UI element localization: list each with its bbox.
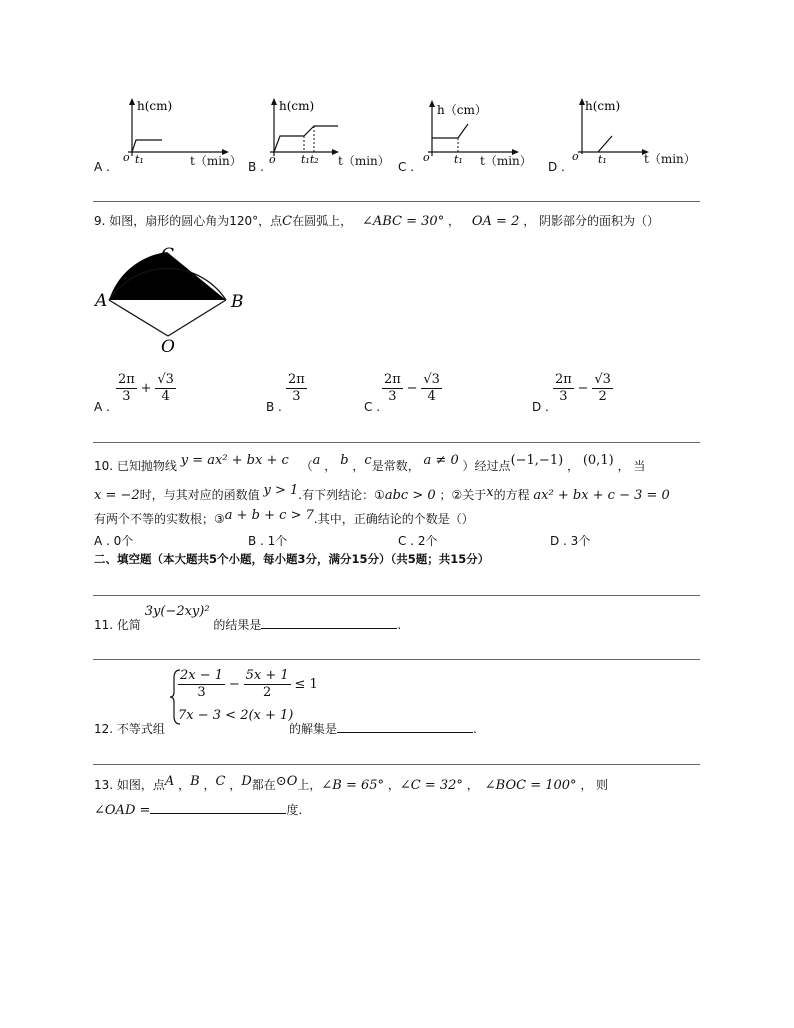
q11-suffix: 的结果是 xyxy=(213,618,262,632)
q9-option-a-letter: A . xyxy=(94,400,110,414)
section-2-heading: 二、填空题（本大题共5个小题，每小题3分，满分15分）（共5题；共15分） xyxy=(94,552,490,566)
q13-point-a: A xyxy=(164,774,175,789)
q13-c: 上， xyxy=(297,778,322,792)
graph-a-curve xyxy=(132,140,162,152)
graph-b-tick: t₁t₂ xyxy=(301,153,319,166)
q13-angle-b: ∠B = 65° xyxy=(321,778,385,793)
q9-b-den1: 3 xyxy=(292,389,301,404)
q9-text-2: 在圆弧上， xyxy=(292,214,353,228)
graph-b-origin: o xyxy=(269,153,276,166)
q10-point-1: (−1,−1) xyxy=(510,453,564,468)
q12-den1: 3 xyxy=(197,685,206,700)
q10-option-c: C . 2个 xyxy=(398,534,438,548)
q9-b-frac1 xyxy=(286,372,307,405)
question-11 xyxy=(94,602,402,632)
sector-label-a: A xyxy=(95,291,108,311)
graph-option-a-letter: A . xyxy=(94,160,110,174)
q10-line-3 xyxy=(94,510,474,527)
q9-c-den2: 4 xyxy=(427,389,436,404)
q13-line-1 xyxy=(94,776,608,793)
graph-d-tick: t₁ xyxy=(598,153,607,166)
q9-c-frac1 xyxy=(382,372,403,405)
q10-l3c: .其中，正确结论的个数是（） xyxy=(313,512,474,526)
graph-option-d-letter: D . xyxy=(548,160,565,174)
q9-option-a xyxy=(116,372,176,405)
q9-d-op: − xyxy=(577,381,589,396)
sector-label-c: C xyxy=(161,245,175,265)
q9-a-num1: 2π xyxy=(118,372,135,387)
q10-equation: ax² + bx + c − 3 = 0 xyxy=(533,488,670,503)
q13-s1: ， xyxy=(178,778,191,792)
divider xyxy=(93,659,700,660)
q12-answer xyxy=(289,720,477,737)
q13-angle-boc: ∠BOC = 100° xyxy=(484,778,577,793)
q10-l3a: 有两个不等的实数根；③ xyxy=(94,512,225,526)
q9-d-den2: 2 xyxy=(598,389,607,404)
q9-option-c xyxy=(382,372,442,405)
q10-y-gt-1: y > 1 xyxy=(263,483,299,498)
q9-c-num1: 2π xyxy=(384,372,401,387)
q9-a-den2: 4 xyxy=(161,389,170,404)
q9-c-den1: 3 xyxy=(388,389,397,404)
q9-d-frac2 xyxy=(592,372,613,405)
graph-c-ylabel: h（cm） xyxy=(437,103,487,117)
q10-l1c: （ xyxy=(300,459,313,473)
q9-a-op: + xyxy=(140,381,152,396)
q13-point-c: C xyxy=(215,774,226,789)
q12-end: . xyxy=(473,722,477,736)
q10-option-b: B . 1个 xyxy=(248,534,288,548)
q10-x-eq: x = −2 xyxy=(94,488,140,503)
q11-end: . xyxy=(397,618,402,632)
q9-option-b-letter: B . xyxy=(266,400,282,414)
q9-a-frac1 xyxy=(116,372,137,405)
q9-c-op: − xyxy=(406,381,418,396)
graph-a-ylabel: h(cm) xyxy=(137,99,173,113)
divider xyxy=(93,595,700,596)
graph-c-tick: t₁ xyxy=(454,153,463,166)
graph-d-ylabel: h(cm) xyxy=(585,99,621,113)
q10-l1k: ）经过点 xyxy=(462,459,511,473)
q10-abc-sum: a + b + c > 7 xyxy=(224,508,314,523)
q9-text-1: 9. 如图，扇形的圆心角为120°，点 xyxy=(94,214,283,228)
q9-d-num1: 2π xyxy=(555,372,572,387)
q9-angle: ∠ABC = 30° xyxy=(361,214,445,229)
q9-a-num2: √3 xyxy=(157,372,174,387)
q9-a-frac2 xyxy=(155,372,176,405)
q9-text-3: ， 阴影部分的面积为（） xyxy=(523,214,660,228)
q13-angle-c: ∠C = 32° xyxy=(399,778,463,793)
graph-b-curve xyxy=(274,126,338,152)
graph-b-y-arrow xyxy=(271,98,277,105)
q12-num1: 2x − 1 xyxy=(180,668,224,683)
q9-b-num1: 2π xyxy=(288,372,305,387)
q13-s5: ， xyxy=(466,778,479,792)
q13-answer-blank[interactable] xyxy=(150,813,286,814)
graph-c-xlabel: t（min） xyxy=(480,154,532,168)
q10-option-d: D . 3个 xyxy=(550,534,591,548)
q13-s4: ， xyxy=(387,778,400,792)
q12-num2: 5x + 1 xyxy=(245,668,289,683)
q12-answer-blank[interactable] xyxy=(337,732,473,733)
q9-option-d xyxy=(553,372,613,405)
q10-line-2 xyxy=(94,483,670,503)
q12-tail: ≤ 1 xyxy=(294,677,318,692)
q13-angle-oad: ∠OAD = xyxy=(94,803,151,818)
q10-abc: abc > 0 xyxy=(384,488,436,503)
graph-option-b-letter: B . xyxy=(248,160,264,174)
q9-option-b xyxy=(286,372,307,405)
q9-option-c-letter: C . xyxy=(364,400,381,414)
question-9-stem xyxy=(94,212,659,229)
q10-a-neq-0: a ≠ 0 xyxy=(423,453,459,468)
q11-prefix: 11. 化简 xyxy=(94,618,141,632)
q10-x: x xyxy=(486,485,494,500)
q9-d-num2: √3 xyxy=(594,372,611,387)
q10-l1i: 是常数， xyxy=(371,459,420,473)
graph-option-c-letter: C . xyxy=(398,160,415,174)
q12-frac1 xyxy=(178,668,225,701)
q12-system-row-2: 7x − 3 < 2(x + 1) xyxy=(178,708,294,723)
q10-l1a: 10. 已知抛物线 xyxy=(94,459,177,473)
q9-c-num2: √3 xyxy=(423,372,440,387)
q10-line-1 xyxy=(94,453,646,474)
q10-parabola: y = ax² + bx + c xyxy=(180,453,289,468)
q9-point-c: C xyxy=(282,214,293,229)
graph-a-origin: o xyxy=(123,151,130,164)
divider xyxy=(93,764,700,765)
q10-l1m: ， xyxy=(567,459,580,473)
q9-c-frac2 xyxy=(421,372,442,405)
q9-d-den1: 3 xyxy=(559,389,568,404)
q13-point-d: D xyxy=(241,774,252,789)
sector-radius-ob xyxy=(168,300,226,336)
q13-circle: ⊙O xyxy=(275,774,298,789)
graph-b-ylabel: h(cm) xyxy=(279,99,315,113)
q13-line-2 xyxy=(94,801,302,818)
q12-frac2 xyxy=(244,668,291,701)
q10-l2b: 时，与其对应的函数值 xyxy=(139,488,260,502)
q10-l2f: ；②关于 xyxy=(439,488,487,502)
q10-option-a: A . 0个 xyxy=(94,534,134,548)
q10-l1g: ， xyxy=(352,459,365,473)
q12-den2: 2 xyxy=(262,685,272,700)
q13-unit: 度. xyxy=(286,803,303,817)
q13-d: ， 则 xyxy=(580,778,609,792)
q12-suffix: 的解集是 xyxy=(289,722,338,736)
graph-d-origin: o xyxy=(572,150,579,163)
q11-answer-blank[interactable] xyxy=(261,628,397,629)
q10-l2d: .有下列结论：① xyxy=(298,488,385,502)
graph-a-tick: t₁ xyxy=(135,153,144,166)
sector-radius-oa xyxy=(109,300,168,336)
q9-d-frac1 xyxy=(553,372,574,405)
sector-label-b: B xyxy=(231,292,244,312)
q10-l1o: ， 当 xyxy=(617,459,646,473)
q11-expression: 3y(−2xy)² xyxy=(144,604,210,619)
sector-label-o: O xyxy=(161,337,175,357)
q13-s2: ， xyxy=(203,778,216,792)
q13-point-b: B xyxy=(190,774,200,789)
divider xyxy=(93,201,700,202)
q9-a-den1: 3 xyxy=(122,389,131,404)
graph-c-origin: o xyxy=(423,151,430,164)
graph-a-y-arrow xyxy=(129,98,135,105)
q12-system-row-1 xyxy=(178,668,318,701)
graph-d-xlabel: t（min） xyxy=(644,152,696,166)
q10-c: c xyxy=(364,453,372,468)
sector-figure xyxy=(94,240,254,358)
q10-l2h: 的方程 xyxy=(493,488,530,502)
graph-b-xlabel: t（min） xyxy=(338,154,390,168)
graph-c-curve xyxy=(432,124,468,138)
divider xyxy=(93,442,700,443)
graph-c-y-arrow xyxy=(429,100,435,107)
q9-option-d-letter: D . xyxy=(532,400,549,414)
q9-sep: ， xyxy=(448,214,461,228)
q10-l1e: ， xyxy=(324,459,337,473)
q9-oa: OA = 2 xyxy=(471,214,520,229)
q13-s3: ， xyxy=(229,778,242,792)
q12-op: − xyxy=(228,677,240,692)
q13-b: 都在 xyxy=(251,778,276,792)
graph-a-xlabel: t（min） xyxy=(190,154,242,168)
q10-point-2: (0,1) xyxy=(582,453,614,468)
q13-a: 13. 如图，点 xyxy=(94,778,165,792)
q12-prefix: 12. 不等式组 xyxy=(94,722,165,736)
q10-a: a xyxy=(312,453,321,468)
graph-d-curve xyxy=(598,136,612,152)
q10-b: b xyxy=(340,453,349,468)
